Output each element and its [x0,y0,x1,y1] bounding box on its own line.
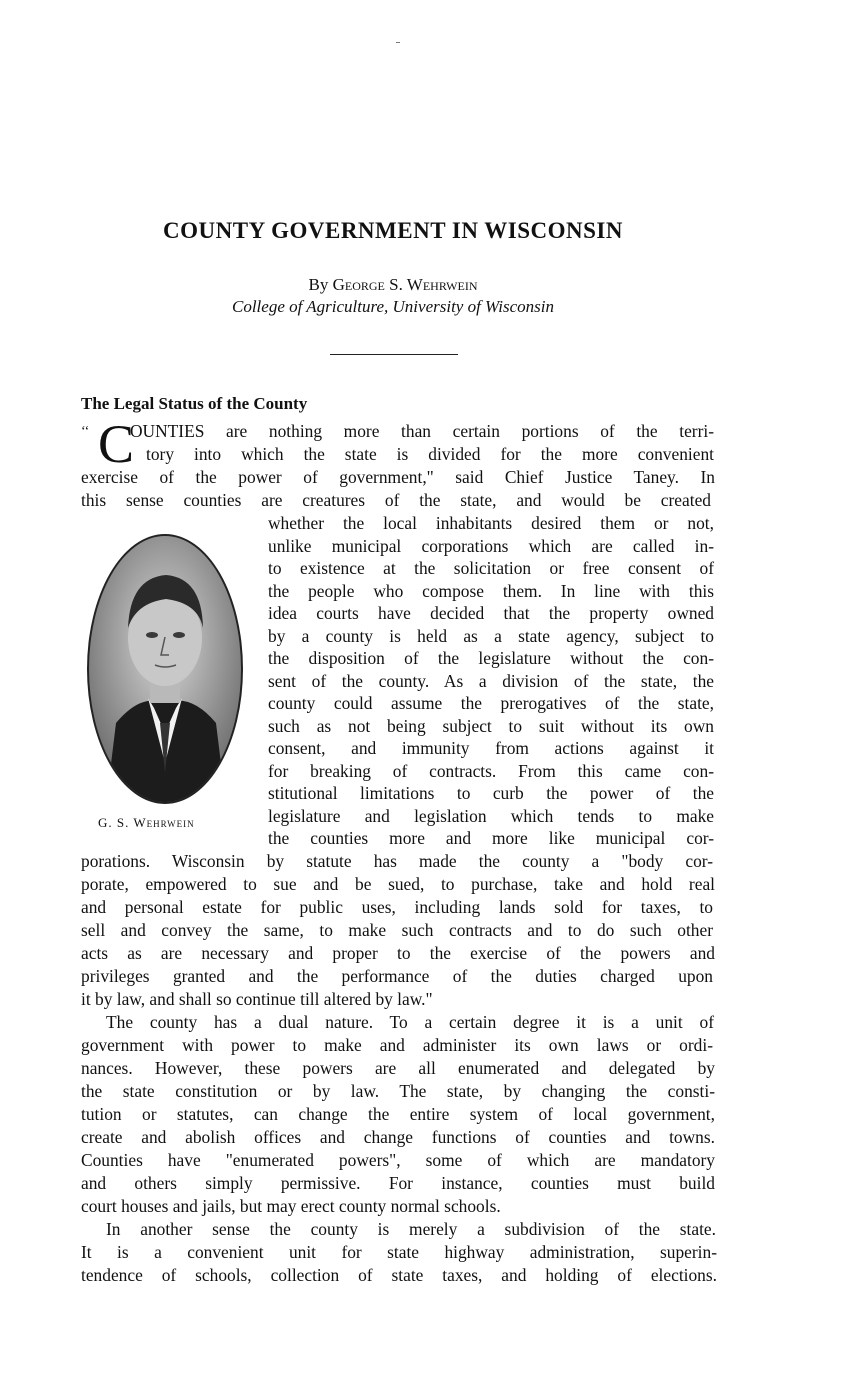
text-line: legislature and legislation which tends to make [268,806,714,826]
title-divider [330,354,458,355]
text-line: the state constitution or by law. The state, by changing the consti- [81,1081,715,1101]
text-line: It is a convenient unit for state highway administration, superin- [81,1242,717,1262]
text-line: nances. However, these powers are all enumerated and delegated by [81,1058,715,1078]
text-line: to existence at the solicitation or free consent of [268,558,714,578]
opening-quote: ‘‘ [81,424,90,439]
byline-prefix: By [308,275,333,294]
text-line: it by law, and shall so continue till altered by law." [81,989,433,1009]
text-line: The county has a dual nature. To a certain degree it is a unit of [106,1012,714,1032]
text-line: sent of the county. As a division of the state, the [268,671,714,691]
text-line: OUNTIES are nothing more than certain portions of the terri- [130,421,714,441]
text-line: for breaking of contracts. From this came con- [268,761,714,781]
text-line: consent, and immunity from actions against it [268,738,714,758]
text-line: the people who compose them. In line with this [268,581,714,601]
text-line: Counties have "enumerated powers", some of which are mandatory [81,1150,715,1170]
article-title: COUNTY GOVERNMENT IN WISCONSIN [163,218,623,243]
author-affiliation: College of Agriculture, University of Wisconsin [231,297,555,316]
byline [0,275,786,295]
section-heading: The Legal Status of the County [81,394,308,413]
text-line: by a county is held as a state agency, subject to [268,626,714,646]
text-line: sell and convey the same, to make such contracts and to do such other [81,920,713,940]
text-line: county could assume the prerogatives of the state, [268,693,714,713]
text-line: privileges granted and the performance of the duties charged upon [81,966,713,986]
text-line: In another sense the county is merely a subdivision of the state. [106,1219,716,1239]
text-line: acts as are necessary and proper to the exercise of the powers and [81,943,715,963]
text-line: exercise of the power of government," said Chief Justice Taney. In [81,467,715,487]
text-line: porate, empowered to sue and be sued, to purchase, take and hold real [81,874,715,894]
author-portrait [86,533,244,805]
page-mark [396,42,400,43]
author-name: George S. Wehrwein [332,275,478,294]
text-line: tution or statutes, can change the entire system of local government, [81,1104,715,1124]
text-line: stitutional limitations to curb the power of the [268,783,714,803]
text-line: unlike municipal corporations which are called in- [268,536,714,556]
text-line: tory into which the state is divided for the more convenient [146,444,714,464]
text-line: porations. Wisconsin by statute has made the county a "body cor- [81,851,713,871]
text-line: whether the local inhabitants desired them or not, [268,513,714,533]
text-line: tendence of schools, collection of state taxes, and holding of elections. [81,1265,717,1285]
text-line: the counties more and more like municipal cor- [268,828,714,848]
text-line: idea courts have decided that the property owned [268,603,714,623]
text-line: create and abolish offices and change functions of counties and towns. [81,1127,715,1147]
text-line: the disposition of the legislature without the con- [268,648,714,668]
text-line: government with power to make and administer its own laws or ordi- [81,1035,713,1055]
text-line: court houses and jails, but may erect county normal schools. [81,1196,501,1216]
text-line: this sense counties are creatures of the state, and would be created [81,490,711,510]
text-line: such as not being subject to suit without its own [268,716,714,736]
text-line: and others simply permissive. For instance, counties must build [81,1173,715,1193]
drop-cap: C [98,414,135,474]
text-line: and personal estate for public uses, including lands sold for taxes, to [81,897,713,917]
portrait-caption: G. S. Wehrwein [98,815,195,830]
